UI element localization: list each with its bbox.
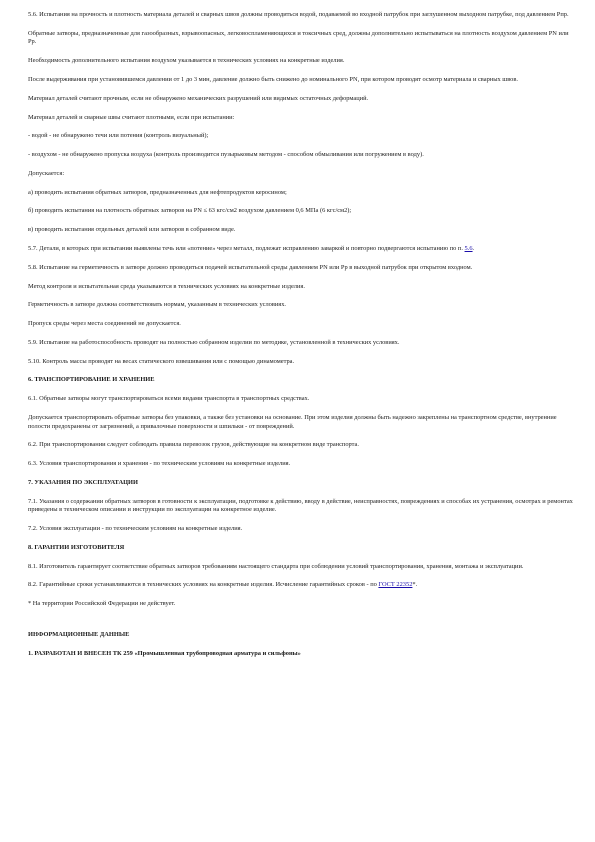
text-run: 8.1. Изготовитель гарантирует соответствие обратных затворов требованиям настоящего стандарта при соблюдении условий транспортирования, хранения, монтажа и эксплуатации. bbox=[28, 562, 524, 570]
paragraph bbox=[28, 76, 577, 85]
text-run: 5.6. Испытания на прочность и плотность материала деталей и сварных швов должны проводиться водой, подаваемой во входной патрубок при заглушенном выходном патрубке, под давлением Рпр. bbox=[28, 11, 569, 18]
text-run: 1. РАЗРАБОТАН И ВНЕСЕН ТК 259 «Промышленная трубопроводная арматура и сильфоны» bbox=[28, 649, 301, 657]
paragraph bbox=[28, 525, 577, 534]
paragraph bbox=[28, 151, 577, 160]
section-heading bbox=[28, 650, 577, 659]
text-run: Материал деталей и сварные швы считают плотными, если при испытании: bbox=[28, 113, 235, 121]
text-run: 5.10. Контроль массы проводят на весах статического взвешивания или с помощью динамометра. bbox=[28, 357, 295, 365]
paragraph bbox=[28, 600, 577, 609]
paragraph bbox=[28, 95, 577, 104]
paragraph bbox=[28, 581, 577, 590]
paragraph bbox=[28, 301, 577, 310]
text-run: Метод контроля и испытательная среда указываются в технических условиях на конкретные изделия. bbox=[28, 282, 305, 290]
text-run: 5.7. Детали, в которых при испытании выявлены течь или «потение» через металл, подлежат исправлению заваркой и повторно подвергаются испытанию по п. bbox=[28, 244, 465, 252]
paragraph bbox=[28, 207, 577, 216]
text-run: Допускается транспортировать обратные затворы без упаковки, а также без установки на основание. При этом изделия должны быть надежно закреплены на транспортном средстве, внутренние полости предохранены от загрязнений, а привалочные поверхности и шпильки - от повреждений. bbox=[28, 414, 557, 430]
paragraph bbox=[28, 498, 577, 515]
text-run: 8.2. Гарантийные сроки устанавливаются в технических условиях на конкретные изделия. Исчисление гарантийных сроков - по bbox=[28, 581, 379, 589]
text-run: 7.1. Указания о содержании обратных затворов в готовности к эксплуатации, подготовке к действию, вводу в действие, неисправностях, повреждениях и способах их устранения, осмотрах и ремонтах приведены в техническом описании и инструкции по эксплуатации на конкретное изделие. bbox=[28, 497, 573, 514]
paragraph bbox=[28, 11, 577, 20]
text-run: - воздухом - не обнаружено пропуска воздуха (контроль производится пузырьковым методом - способом обмыливания или погружением в воду). bbox=[28, 151, 424, 159]
paragraph bbox=[28, 264, 577, 273]
paragraph bbox=[28, 57, 577, 66]
paragraph bbox=[28, 441, 577, 450]
text-run: Допускается: bbox=[28, 169, 65, 177]
paragraph bbox=[28, 460, 577, 469]
text-run: 5.9. Испытание на работоспособность проводят на полностью собранном изделии по методике, установленной в технических условиях. bbox=[28, 338, 400, 346]
text-run: Необходимость дополнительного испытания воздухом указывается в технических условиях на конкретные изделия. bbox=[28, 57, 345, 65]
section-heading bbox=[28, 631, 577, 640]
paragraph bbox=[28, 170, 577, 179]
text-run: 5.8. Испытание на герметичность в затворе должно проводиться подачей испытательной среды давлением PN или Рр в выходной патрубок при открытом входном. bbox=[28, 263, 473, 271]
text-run: . bbox=[472, 244, 475, 252]
paragraph bbox=[28, 189, 577, 198]
text-run: После выдерживания при установившемся давлении от 1 до 3 мин, давление должно быть снижено до номинального PN, при котором проводят осмотр материала и сварных швов. bbox=[28, 75, 518, 83]
text-run: 6.2. При транспортировании следует соблюдать правила перевозок грузов, действующие на конкретном виде транспорта. bbox=[28, 441, 359, 449]
text-run: Пропуск среды через места соединений не допускается. bbox=[28, 320, 181, 328]
paragraph bbox=[28, 414, 577, 431]
section-heading bbox=[28, 376, 577, 385]
text-run: Обратные затворы, предназначенные для газообразных, взрывоопасных, легковоспламеняющихся и токсичных сред, должны дополнительно испытываться на плотность воздухом давлением PN или Рр. bbox=[28, 29, 569, 46]
text-run: а) проводить испытания обратных затворов, предназначенных для нефтепродуктов керосином; bbox=[28, 188, 287, 196]
paragraph bbox=[28, 358, 577, 367]
text-run: 8. ГАРАНТИИ ИЗГОТОВИТЕЛЯ bbox=[28, 543, 125, 551]
text-run: ИНФОРМАЦИОННЫЕ ДАННЫЕ bbox=[28, 630, 130, 638]
paragraph bbox=[28, 283, 577, 292]
text-run: * На территории Российской Федерации не действует. bbox=[28, 600, 176, 608]
text-run: 6. ТРАНСПОРТИРОВАНИЕ И ХРАНЕНИЕ bbox=[28, 376, 155, 384]
paragraph bbox=[28, 339, 577, 348]
paragraph bbox=[28, 320, 577, 329]
text-run: б) проводить испытания на плотность обратных затворов на PN ≤ 63 кгс/см2 воздухом давлением 0,6 МПа (6 кгс/см2); bbox=[28, 207, 352, 215]
section-heading bbox=[28, 479, 577, 488]
paragraph bbox=[28, 395, 577, 404]
text-run: 7. УКАЗАНИЯ ПО ЭКСПЛУАТАЦИИ bbox=[28, 478, 139, 486]
text-run: 6.3. Условия транспортирования и хранения - по техническим условиям на конкретные изделия. bbox=[28, 460, 291, 468]
paragraph bbox=[28, 563, 577, 572]
paragraph bbox=[28, 226, 577, 235]
document-link[interactable]: ГОСТ 22352 bbox=[378, 581, 413, 589]
text-run: - водой - не обнаружено течи или потения (контроль визуальный); bbox=[28, 132, 209, 140]
text-run: Материал деталей считают прочным, если не обнаружено механических разрушений или видимых остаточных деформаций. bbox=[28, 94, 369, 102]
text-run: в) проводить испытания отдельных деталей или затворов в собранном виде. bbox=[28, 226, 236, 234]
text-run: 7.2. Условия эксплуатации - по техническим условиям на конкретные изделия. bbox=[28, 525, 243, 533]
text-run: 6.1. Обратные затворы могут транспортироваться всеми видами транспорта в транспортных средствах. bbox=[28, 395, 310, 403]
paragraph bbox=[28, 132, 577, 141]
document-link[interactable]: 5.6 bbox=[464, 244, 473, 252]
section-heading bbox=[28, 544, 577, 553]
text-run: *. bbox=[412, 581, 418, 589]
paragraph bbox=[28, 245, 577, 254]
text-run: Герметичность в затворе должна соответствовать нормам, указанным в технических условиях. bbox=[28, 301, 287, 309]
paragraph bbox=[28, 114, 577, 123]
paragraph bbox=[28, 30, 577, 47]
